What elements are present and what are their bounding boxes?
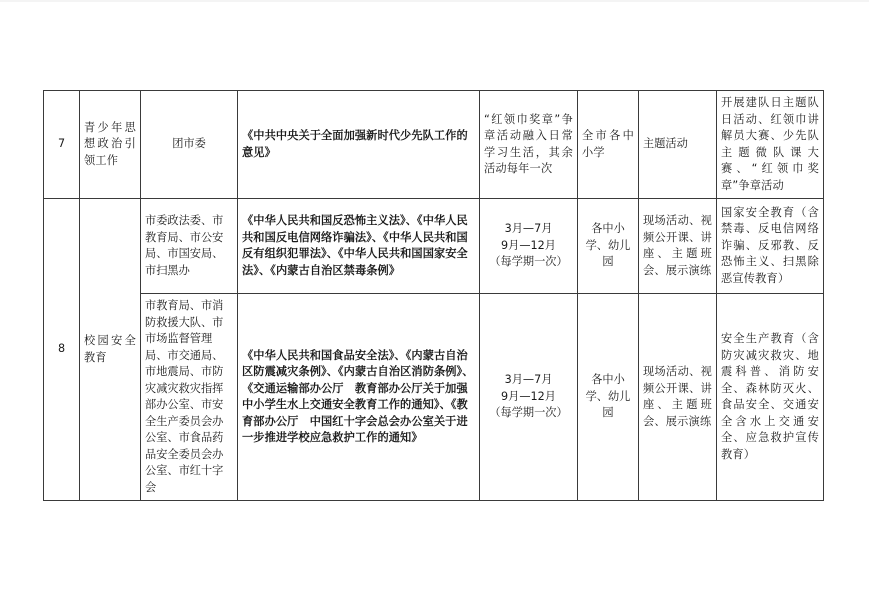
schedule-line: 3月—7月 [504,373,553,387]
schedule [480,199,578,294]
page-top-edge [0,0,869,2]
schedule-line: 3月—7月 [504,222,553,236]
policy-basis: 《中华人民共和国食品安全法》、《内蒙古自治区防震减灾条例》、《内蒙古自治区消防条例》、《交通运输部办公厅 教育部办公厅关于加强中小学生水上交通安全教育工作的通知》、《教育部办公厅 中国红十字会总会办公室关于进一步推进学校应急救护工作的通知》 [238,294,480,501]
schedule: “红领巾奖章”争章活动融入日常学习生活，其余活动每年一次 [480,91,578,199]
target-audience: 各中小学、幼儿园 [578,199,639,294]
table-row-8a [44,199,824,294]
table-row-8b [44,294,824,501]
activity-content: 开展建队日主题队日活动、红领巾讲解员大赛、少先队主题微队课大赛、“红领巾奖章”争章活动 [717,91,824,199]
activity-form: 现场活动、视频公开课、讲座、主题班会、展示演练 [639,199,717,294]
responsible-department: 团市委 [141,91,238,199]
responsible-department: 市教育局、市消防救援大队、市市场监督管理局、市交通局、市地震局、市防灾减灾救灾指挥部办公室、市安全生产委员会办公室、市食品药品安全委员会办公室、市红十字会 [141,294,238,501]
target-audience: 全市各中小学 [578,91,639,199]
activity-content: 国家安全教育（含禁毒、反电信网络诈骗、反邪教、反恐怖主义、扫黑除恶宣传教育） [717,199,824,294]
schedule-note: （每学期一次） [489,255,568,269]
schedule [480,294,578,501]
schedule-line: 9月—12月 [501,389,556,403]
table-row-7 [44,91,824,199]
activity-form: 现场活动、视频公开课、讲座、主题班会、展示演练 [639,294,717,501]
project-name: 校园安全教育 [80,199,141,501]
policy-basis: 《中共中央关于全面加强新时代少先队工作的意见》 [238,91,480,199]
schedule-note: （每学期一次） [489,406,568,420]
responsible-department: 市委政法委、市教育局、市公安局、市国安局、市扫黑办 [141,199,238,294]
row-number: 7 [44,91,80,199]
row-number: 8 [44,199,80,501]
target-audience: 各中小学、幼儿园 [578,294,639,501]
activity-content: 安全生产教育（含防灾减灾救灾、地震科普、消防安全、森林防灭火、食品安全、交通安全含水上交通安全、应急救护宣传教育） [717,294,824,501]
project-name: 青少年思想政治引领工作 [80,91,141,199]
policy-basis: 《中华人民共和国反恐怖主义法》、《中华人民共和国反电信网络诈骗法》、《中华人民共和国反有组织犯罪法》、《中华人民共和国国家安全法》、《内蒙古自治区禁毒条例》 [238,199,480,294]
schedule-line: 9月—12月 [501,238,556,252]
education-plan-table [43,90,824,501]
activity-form: 主题活动 [639,91,717,199]
